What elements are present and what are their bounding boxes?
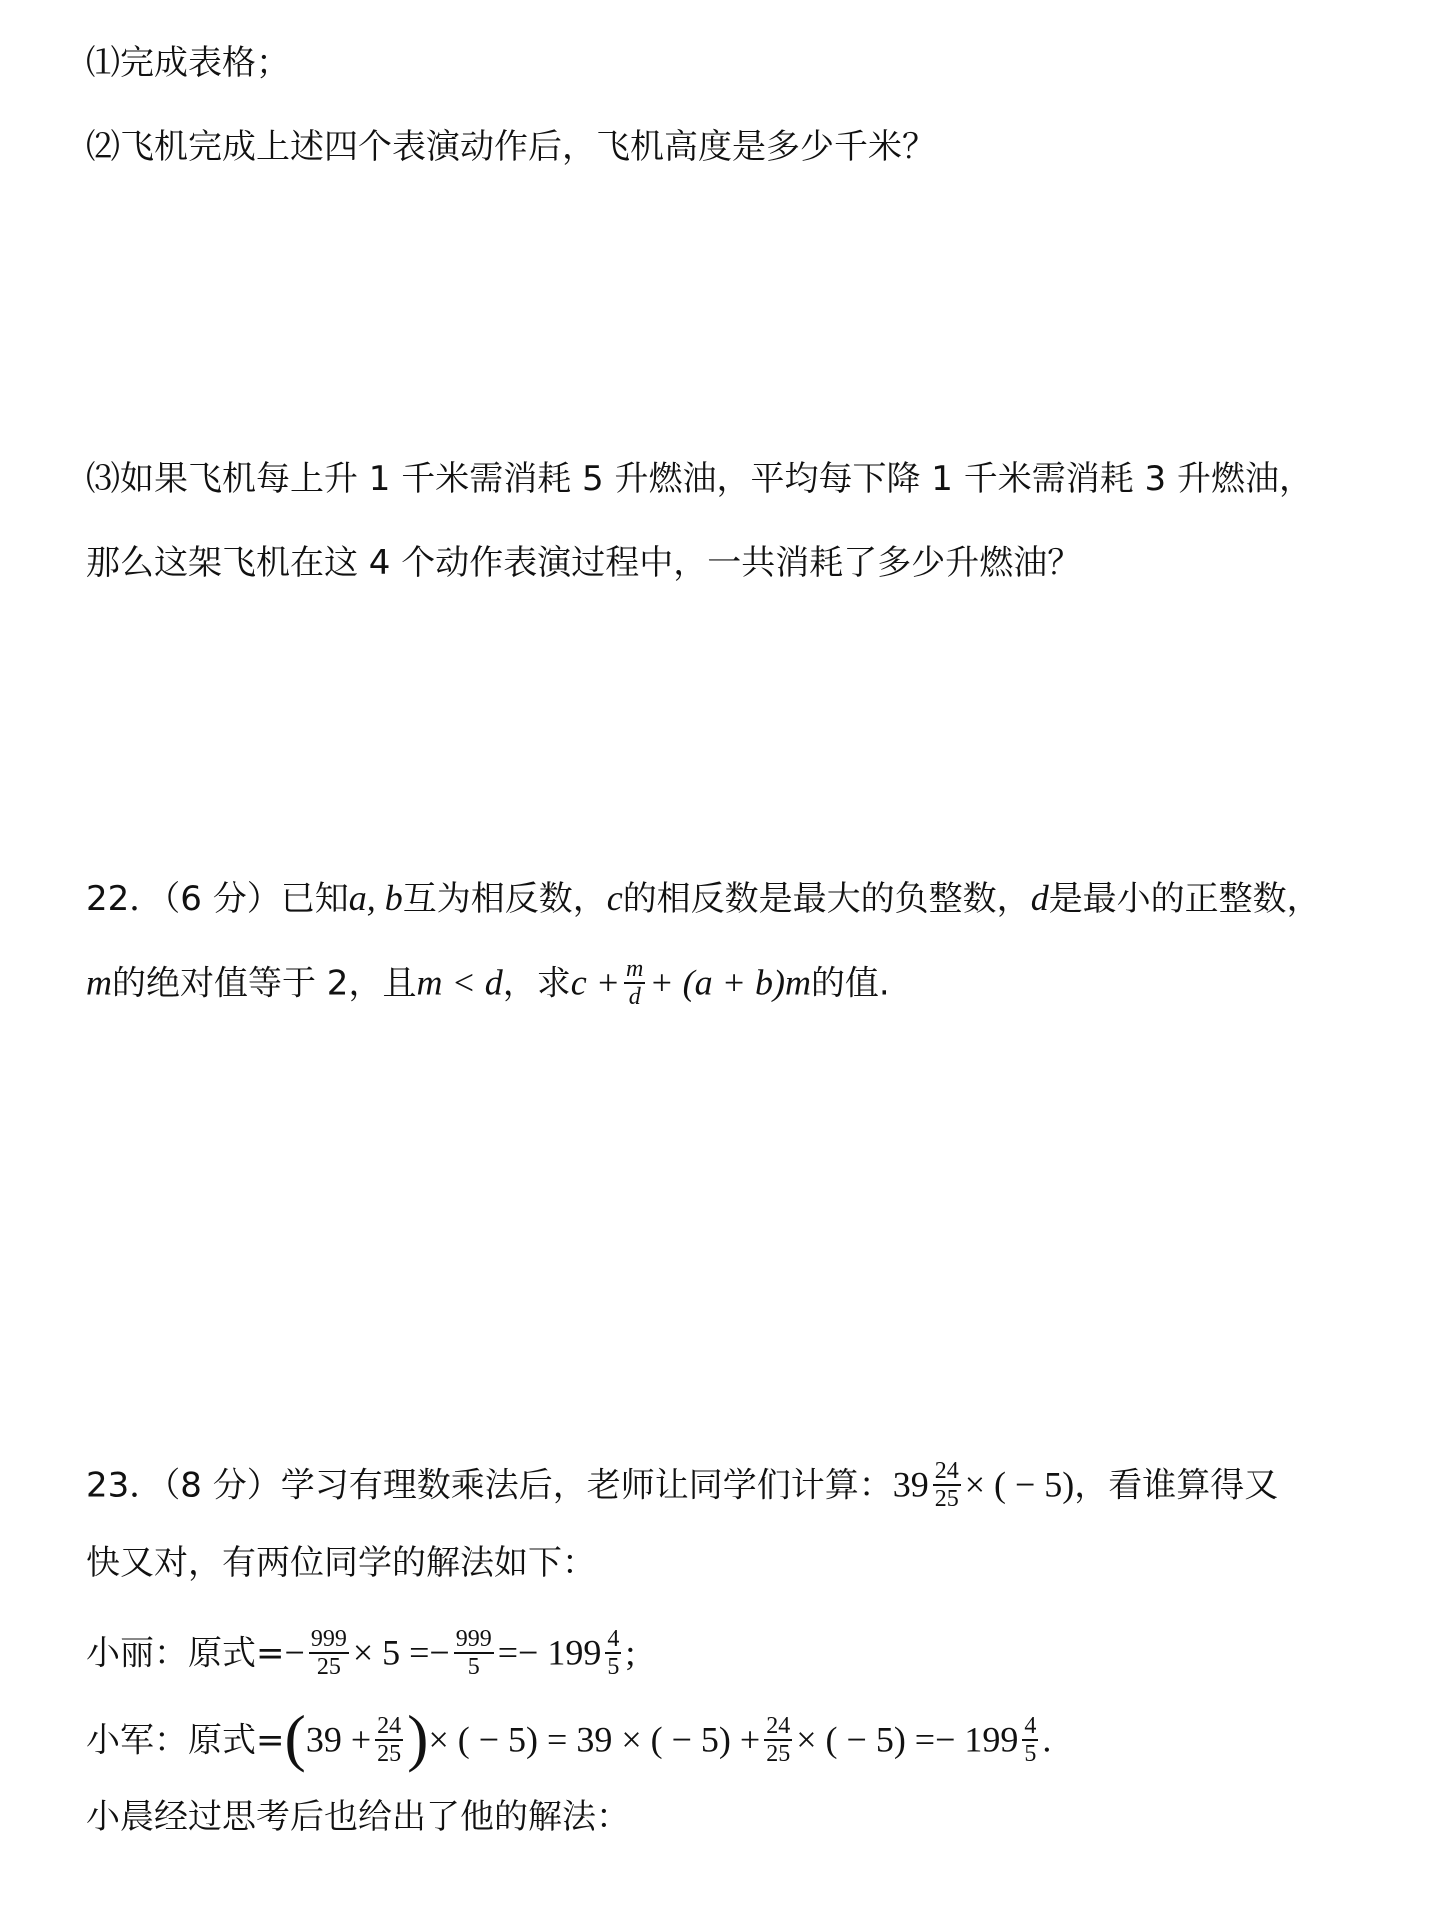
xiaojun-frac2-num: 24 [766, 1713, 791, 1739]
xiaoli-frac1 [309, 1626, 349, 1680]
q21-part1: ⑴完成表格； [86, 43, 290, 83]
xiaojun-step1: 39 + [305, 1719, 372, 1760]
xiaoli-minus: − [284, 1632, 305, 1673]
q23-prefix: 23．（8 分）学习有理数乘法后，老师让同学们计算： [86, 1465, 893, 1506]
q22-var-m: m [86, 962, 112, 1003]
xiaojun-frac3-den: 5 [1024, 1741, 1037, 1767]
xiaojun-frac3 [1022, 1713, 1038, 1767]
q22-text5: ，求 [502, 963, 571, 1004]
q22-text1: 互为相反数， [402, 879, 607, 919]
xiaoli-frac2-num: 999 [455, 1626, 492, 1652]
q22-text4: 的绝对值等于 2，且 [112, 963, 417, 1004]
xiaoli-frac3-den: 5 [607, 1654, 620, 1680]
q23-tail-text: ，看谁算得又 [1074, 1465, 1279, 1506]
q22-line1 [86, 878, 1380, 919]
xiaoli-step3: =− 199 [497, 1632, 602, 1673]
xiaoli-frac1-num: 999 [310, 1626, 347, 1652]
xiaojun-frac1 [375, 1713, 403, 1767]
q22-text2: 的相反数是最大的负整数， [622, 879, 1031, 919]
xiaoli-frac2-den: 5 [467, 1654, 480, 1680]
q22-frac-num: m [626, 956, 644, 982]
xiaojun-frac3-num: 4 [1024, 1713, 1037, 1739]
xiaojun-close-paren: ) [407, 1702, 429, 1773]
xiaojun-frac1-den: 25 [377, 1741, 402, 1767]
q22-var-ab: a, b [348, 878, 403, 918]
q23-frac-num: 24 [934, 1458, 959, 1484]
xiaoli-frac3-num: 4 [607, 1626, 620, 1652]
q21-part3-line2: 那么这架飞机在这 4 个动作表演过程中，一共消耗了多少升燃油？ [86, 543, 1082, 583]
q21-part2: ⑵飞机完成上述四个表演动作后，飞机高度是多少千米？ [86, 127, 936, 167]
q22-frac-den: d [628, 984, 641, 1010]
xiaojun-step3: × ( − 5) =− 199 [796, 1719, 1019, 1760]
q22-expr-c: c + [570, 962, 621, 1003]
q22-text6: 的值. [810, 963, 890, 1004]
xiaoli-end: ; [625, 1632, 636, 1673]
q23-line1 [86, 1460, 1380, 1514]
xiaojun-label: 小军：原式= [86, 1720, 285, 1761]
xiaoli-frac3 [605, 1626, 621, 1680]
xiaojun-step2: × ( − 5) = 39 × ( − 5) + [428, 1719, 761, 1760]
xiaojun-open-paren: ( [284, 1702, 306, 1773]
q22-fraction [624, 956, 645, 1010]
q23-fraction [933, 1458, 961, 1512]
xiaojun-frac2 [764, 1713, 792, 1767]
q22-expr-rest: + (a + b)m [649, 962, 811, 1003]
xiaoli-label: 小丽：原式= [86, 1633, 285, 1674]
q21-part3-line1: ⑶如果飞机每上升 1 千米需消耗 5 升燃油，平均每下降 1 千米需消耗 3 升燃油， [86, 459, 1313, 499]
xiaoli-frac1-den: 25 [316, 1654, 341, 1680]
q23-frac-den: 25 [934, 1486, 959, 1512]
q22-prefix: 22．（6 分）已知 [86, 879, 349, 919]
q23-xiaoli-solution [86, 1628, 1380, 1682]
q22-text3: 是最小的正整数， [1048, 879, 1321, 919]
q23-tail-expr: × ( − 5) [964, 1464, 1075, 1505]
q22-line2 [86, 958, 1380, 1012]
q23-xiaochen-intro: 小晨经过思考后也给出了他的解法： [86, 1797, 630, 1837]
xiaoli-step2: × 5 =− [352, 1632, 450, 1673]
q23-whole: 39 [892, 1464, 929, 1505]
xiaojun-frac1-num: 24 [377, 1713, 402, 1739]
q23-xiaojun-solution [86, 1702, 1380, 1774]
q22-var-c: c [606, 878, 623, 918]
xiaoli-frac2 [454, 1626, 494, 1680]
q23-line2: 快又对，有两位同学的解法如下： [86, 1543, 596, 1583]
xiaojun-frac2-den: 25 [766, 1741, 791, 1767]
q22-inequality: m < d [416, 962, 503, 1003]
q22-var-d: d [1030, 878, 1049, 918]
xiaojun-end: . [1042, 1719, 1052, 1760]
